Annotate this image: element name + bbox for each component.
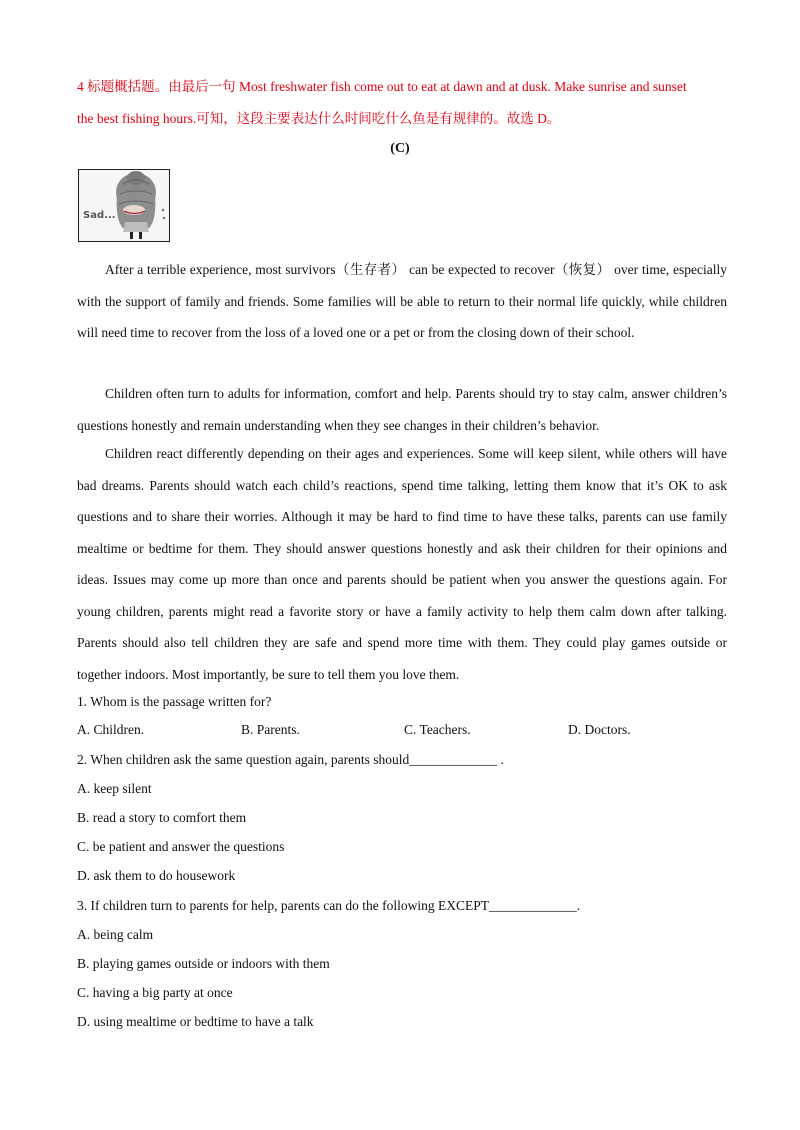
answer-note (77, 71, 757, 135)
section-label: (C) (390, 141, 410, 156)
question-1-option-a: A. Children. (77, 722, 145, 737)
sad-girl-icon (79, 170, 169, 241)
answer-note-line-2: the best fishing hours.可知，这段主要表达什么时间吃什么鱼是有规律的。故选 D。 (77, 111, 561, 126)
question-1-option-b: B. Parents. (241, 722, 300, 737)
question-3-option-d: D. using mealtime or bedtime to have a talk (77, 1014, 314, 1029)
sad-girl-illustration (78, 169, 170, 242)
illustration-caption: Sad... (83, 210, 116, 221)
question-2-option-a: A. keep silent (77, 781, 152, 796)
passage-paragraph-1: After a terrible experience, most survivors（生存者） can be expected to recover（恢复） over time, especially with the support of family and friends. Some families will be able to return to their normal life quickly, while children will need time to recover from the loss of a loved one or a pet or from the closing down of their school. (77, 262, 727, 340)
question-1-option-d: D. Doctors. (568, 722, 631, 737)
question-2-stem: 2. When children ask the same question again, parents should_____________ . (77, 752, 504, 767)
question-3-option-c: C. having a big party at once (77, 985, 233, 1000)
question-1-option-c: C. Teachers. (404, 722, 471, 737)
passage-paragraph-3: Children react differently depending on their ages and experiences. Some will keep silent, while others will have bad dreams. Parents should watch each child’s reactions, spend time talking, letting them know that it’s OK to ask questions and to share their worries. Although it may be hard to find time to have these talks, parents can use family mealtime or bedtime for them. They should answer questions honestly and ask their children for their opinions and ideas. Issues may come up more than once and parents should be patient when you answer the questions again. For young children, parents might read a favorite story or have a family activity to help them calm down after talking. Parents should also tell children they are safe and spend more time with them. They could play games outside or together indoors. Most importantly, be sure to tell them you love them. (77, 446, 727, 682)
question-2-option-c: C. be patient and answer the questions (77, 839, 285, 854)
question-3-option-a: A. being calm (77, 927, 154, 942)
question-3-option-b: B. playing games outside or indoors with them (77, 956, 330, 971)
question-2-option-b: B. read a story to comfort them (77, 810, 247, 825)
answer-note-line-1: 4 标题概括题。由最后一句 Most freshwater fish come out to eat at dawn and at dusk. Make sunrise and sunset (77, 79, 687, 94)
question-3-stem: 3. If children turn to parents for help, parents can do the following EXCEPT_____________. (77, 898, 581, 913)
passage-paragraph-2: Children often turn to adults for information, comfort and help. Parents should try to stay calm, answer children’s questions honestly and remain understanding when they see changes in their children’s behavior. (77, 386, 727, 433)
question-1-stem: 1. Whom is the passage written for? (77, 694, 272, 709)
question-2-option-d: D. ask them to do housework (77, 868, 236, 883)
question-1-options (77, 722, 727, 740)
